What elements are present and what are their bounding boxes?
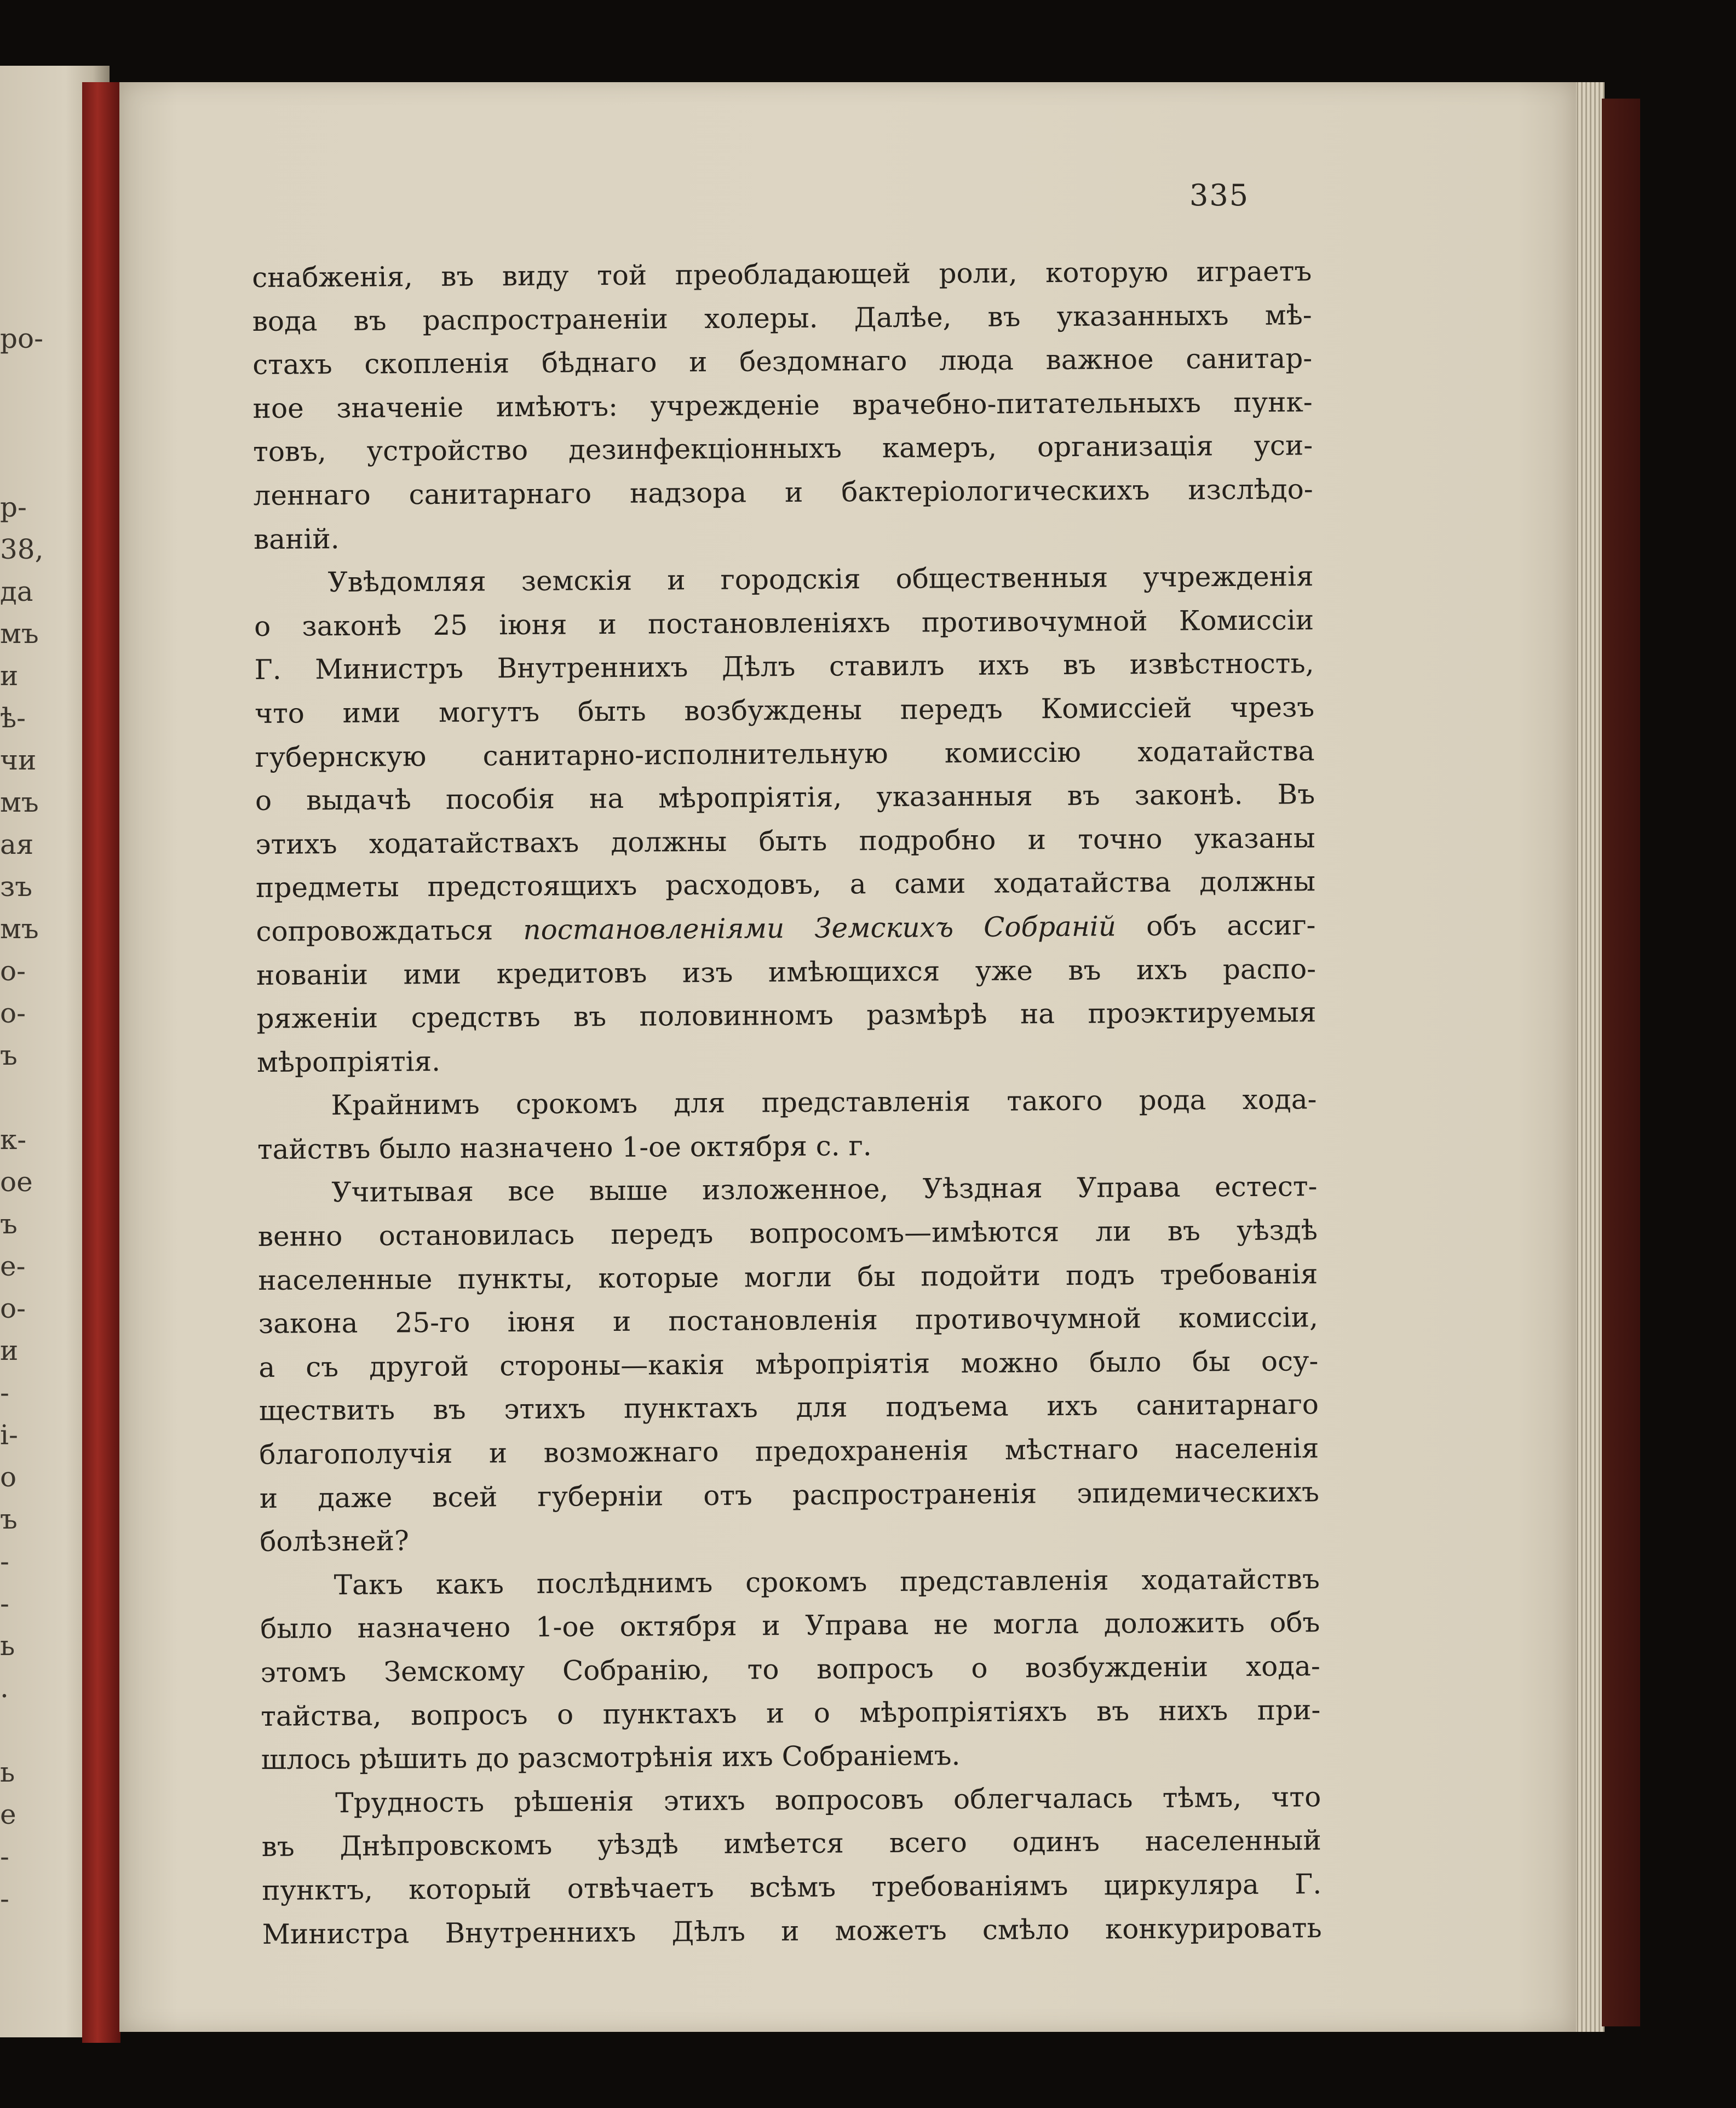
text-line: Трудность рѣшенія этихъ вопросовъ облегчалась тѣмъ, что xyxy=(335,1780,1321,1819)
text-line: Учитывая все выше изложенное, Уѣздная Управа естест- xyxy=(331,1170,1318,1209)
text-line: Такъ какъ послѣднимъ срокомъ представленія ходатайствъ xyxy=(334,1563,1320,1601)
fragment-line: о xyxy=(0,1461,17,1493)
fragment-line: ъ xyxy=(0,1208,18,1240)
fragment-line: о- xyxy=(0,1293,26,1324)
text-line: стахъ скопленія бѣднаго и бездомнаго люда важное санитар- xyxy=(252,342,1313,381)
fragment-line: - xyxy=(0,1546,9,1577)
fragment-line: - xyxy=(0,1588,9,1619)
book-spine-edge xyxy=(82,82,120,2043)
fragment-line: о- xyxy=(0,955,26,987)
fragment-line: - xyxy=(0,1883,9,1915)
text-line: ваній. xyxy=(253,522,340,555)
fragment-line: ъ xyxy=(0,1039,18,1071)
fragment-line xyxy=(0,444,66,486)
text-line: было назначено 1-ое октября и Управа не могла доложить объ xyxy=(260,1606,1320,1645)
text-line: Увѣдомляя земскія и городскія общественныя учрежденія xyxy=(327,560,1314,599)
fragment-line: . xyxy=(0,1672,9,1704)
text-line: этихъ ходатайствахъ должны быть подробно и точно указаны xyxy=(255,822,1315,860)
text-line: мѣропріятія. xyxy=(256,1045,441,1078)
fragment-line: 38, xyxy=(0,533,44,565)
italic-text-segment: постановленіями Земскихъ Собраній xyxy=(523,910,1117,946)
fragment-line: чи xyxy=(0,744,37,776)
fragment-line: і- xyxy=(0,1419,18,1451)
text-line: ряженіи средствъ въ половинномъ размѣрѣ на проэктируемыя xyxy=(256,996,1317,1035)
fragment-line: к- xyxy=(0,1124,27,1156)
fragment-line: зъ xyxy=(0,871,33,903)
text-segment: объ ассиг- xyxy=(1116,909,1316,943)
fragment-line: ь xyxy=(0,1630,15,1662)
text-line: болѣзней? xyxy=(260,1525,409,1558)
text-line: венно остановилась передъ вопросомъ—имѣются ли въ уѣздѣ xyxy=(257,1214,1318,1253)
fragment-line: мъ xyxy=(0,618,39,650)
fragment-line: и xyxy=(0,660,19,692)
fragment-line: ая xyxy=(0,829,34,860)
fragment-line xyxy=(0,402,66,444)
text-line: губернскую санитарно-исполнительную комиссію ходатайства xyxy=(255,734,1315,773)
text-line: что ими могутъ быть возбуждены передъ Комиссіей чрезъ xyxy=(254,691,1315,730)
previous-page-text-fragments xyxy=(0,318,66,1920)
text-line xyxy=(256,904,1315,954)
fragment-line: да xyxy=(0,576,33,607)
book-cover-edge xyxy=(1602,99,1640,2026)
fragment-line: ое xyxy=(0,1166,33,1198)
fragment-line xyxy=(0,1709,66,1751)
text-line: населенные пункты, которые могли бы подойти подъ требованія xyxy=(258,1257,1318,1296)
text-line: Министра Внутреннихъ Дѣлъ и можетъ смѣло конкурировать xyxy=(262,1911,1322,1950)
text-line: и даже всей губерніи отъ распространенія эпидемическихъ xyxy=(259,1475,1319,1514)
text-line: а съ другой стороны—какія мѣропріятія можно было бы осу- xyxy=(258,1345,1319,1383)
text-line: пунктъ, который отвѣчаетъ всѣмъ требованіямъ циркуляра Г. xyxy=(262,1868,1322,1906)
fragment-line: е- xyxy=(0,1250,26,1282)
fragment-line: мъ xyxy=(0,913,39,945)
fragment-line xyxy=(0,1077,66,1119)
text-line: закона 25-го іюня и постановленія противочумной комиссіи, xyxy=(258,1301,1319,1340)
text-line: о выдачѣ пособія на мѣропріятія, указанныя въ законѣ. Въ xyxy=(255,778,1315,817)
text-line: вода въ распространеніи холеры. Далѣе, въ указанныхъ мѣ- xyxy=(252,298,1312,337)
fragment-line: р- xyxy=(0,491,27,523)
fragment-line: е xyxy=(0,1799,16,1830)
text-line: снабженія, въ виду той преобладающей роли, которую играетъ xyxy=(252,255,1312,294)
body-text xyxy=(252,250,1322,1956)
text-line: тайствъ было назначено 1-ое октября с. г. xyxy=(257,1129,872,1165)
fragment-line: - xyxy=(0,1377,9,1409)
page-number: 335 xyxy=(1189,178,1250,212)
text-line: шлось рѣшить до разсмотрѣнія ихъ Собраніемъ. xyxy=(261,1739,961,1776)
text-line: этомъ Земскому Собранію, то вопросъ о возбужденіи хода- xyxy=(260,1650,1320,1688)
fragment-line: - xyxy=(0,1841,9,1872)
fragment-line xyxy=(0,360,66,402)
text-line: товъ, устройство дезинфекціонныхъ камеръ, организація уси- xyxy=(253,429,1313,468)
text-line: нованіи ими кредитовъ изъ имѣющихся уже въ ихъ распо- xyxy=(256,952,1317,991)
fragment-line: о- xyxy=(0,997,26,1029)
fragment-line: ъ xyxy=(0,1503,18,1535)
text-line: Г. Министръ Внутреннихъ Дѣлъ ставилъ ихъ въ извѣстность, xyxy=(254,647,1314,686)
fragment-line: ро- xyxy=(0,323,44,354)
text-line: предметы предстоящихъ расходовъ, а сами ходатайства должны xyxy=(255,865,1316,904)
text-line: ное значеніе имѣютъ: учрежденіе врачебно-питательныхъ пунк- xyxy=(252,386,1313,424)
text-segment: сопровождаться xyxy=(256,914,524,947)
text-line: леннаго санитарнаго надзора и бактеріологическихъ изслѣдо- xyxy=(253,473,1313,512)
text-line: Крайнимъ срокомъ для представленія такого рода хода- xyxy=(331,1083,1317,1122)
text-line: о законѣ 25 іюня и постановленіяхъ противочумной Комиссіи xyxy=(254,604,1314,642)
fragment-line: и xyxy=(0,1335,19,1366)
fragment-line: мъ xyxy=(0,786,39,818)
text-line: въ Днѣпровскомъ уѣздѣ имѣется всего одинъ населенный xyxy=(261,1824,1321,1863)
fragment-line: ь xyxy=(0,1756,15,1788)
text-line: тайства, вопросъ о пунктахъ и о мѣропріятіяхъ въ нихъ при- xyxy=(261,1693,1321,1732)
text-line: благополучія и возможнаго предохраненія мѣстнаго населенія xyxy=(259,1432,1319,1471)
text-line: ществить въ этихъ пунктахъ для подъема ихъ санитарнаго xyxy=(258,1388,1319,1427)
fragment-line: ѣ- xyxy=(0,702,26,734)
